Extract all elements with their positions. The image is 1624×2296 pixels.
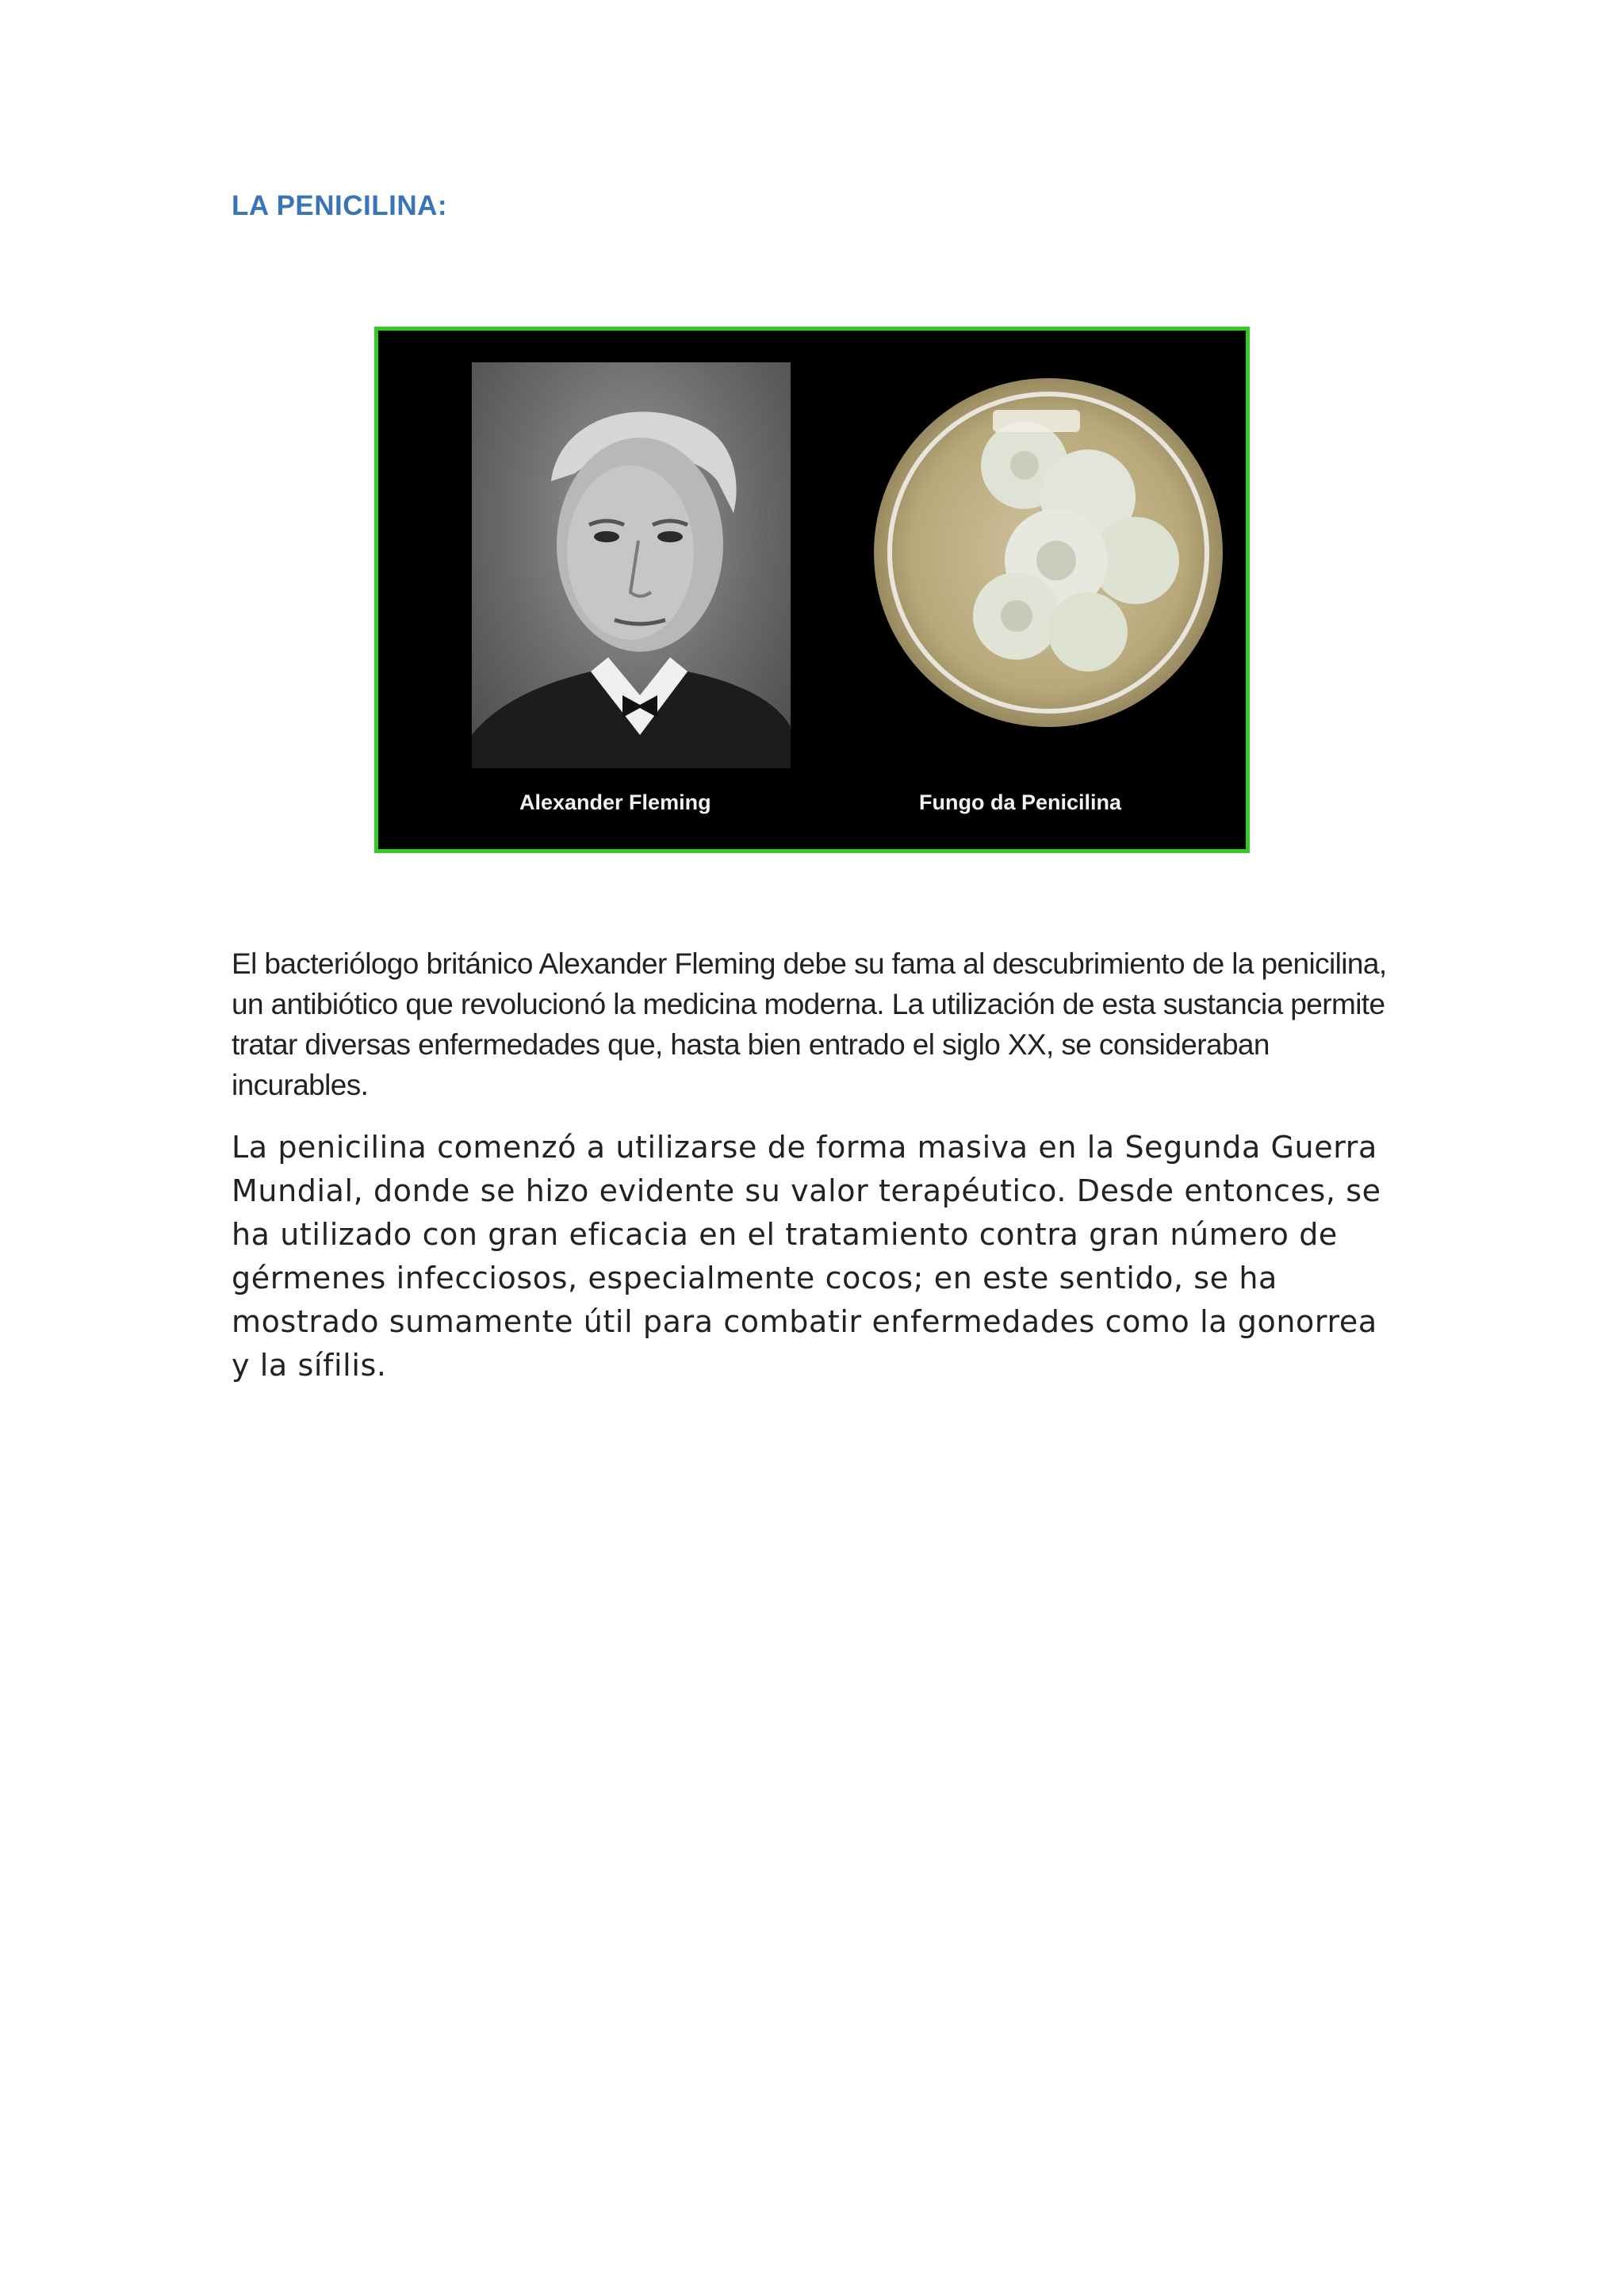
caption-fungo-penicilina: Fungo da Penicilina — [919, 790, 1122, 814]
paragraph-2: La penicilina comenzó a utilizarse de forma masiva en la Segunda Guerra Mundial, donde se hizo evidente su valor terapéutico. Desde entonces, se ha utilizado con gran eficacia en el tratamiento contra gran número de gérmenes infecciosos, especialmente cocos; en este sentido, se ha mostrado sumamente útil para combatir enfermedades como la gonorrea y la sífilis. — [232, 1130, 1381, 1383]
fungus-illustration — [874, 378, 1223, 727]
portrait-illustration — [472, 362, 791, 768]
petri-dish — [874, 378, 1223, 727]
page-title: LA PENICILINA: — [232, 190, 448, 221]
caption-alexander-fleming: Alexander Fleming — [519, 790, 711, 814]
paragraph-1: El bacteriólogo británico Alexander Fleming debe su fama al descubrimiento de la penicilina, un antibiótico que revolucionó la medicina moderna. La utilización de esta sustancia permite tratar diversas enfermedades que, hasta bien entrado el siglo XX, se consideraban incurables. — [232, 947, 1387, 1101]
fleming-portrait — [472, 362, 791, 768]
figure-image — [374, 327, 1250, 853]
